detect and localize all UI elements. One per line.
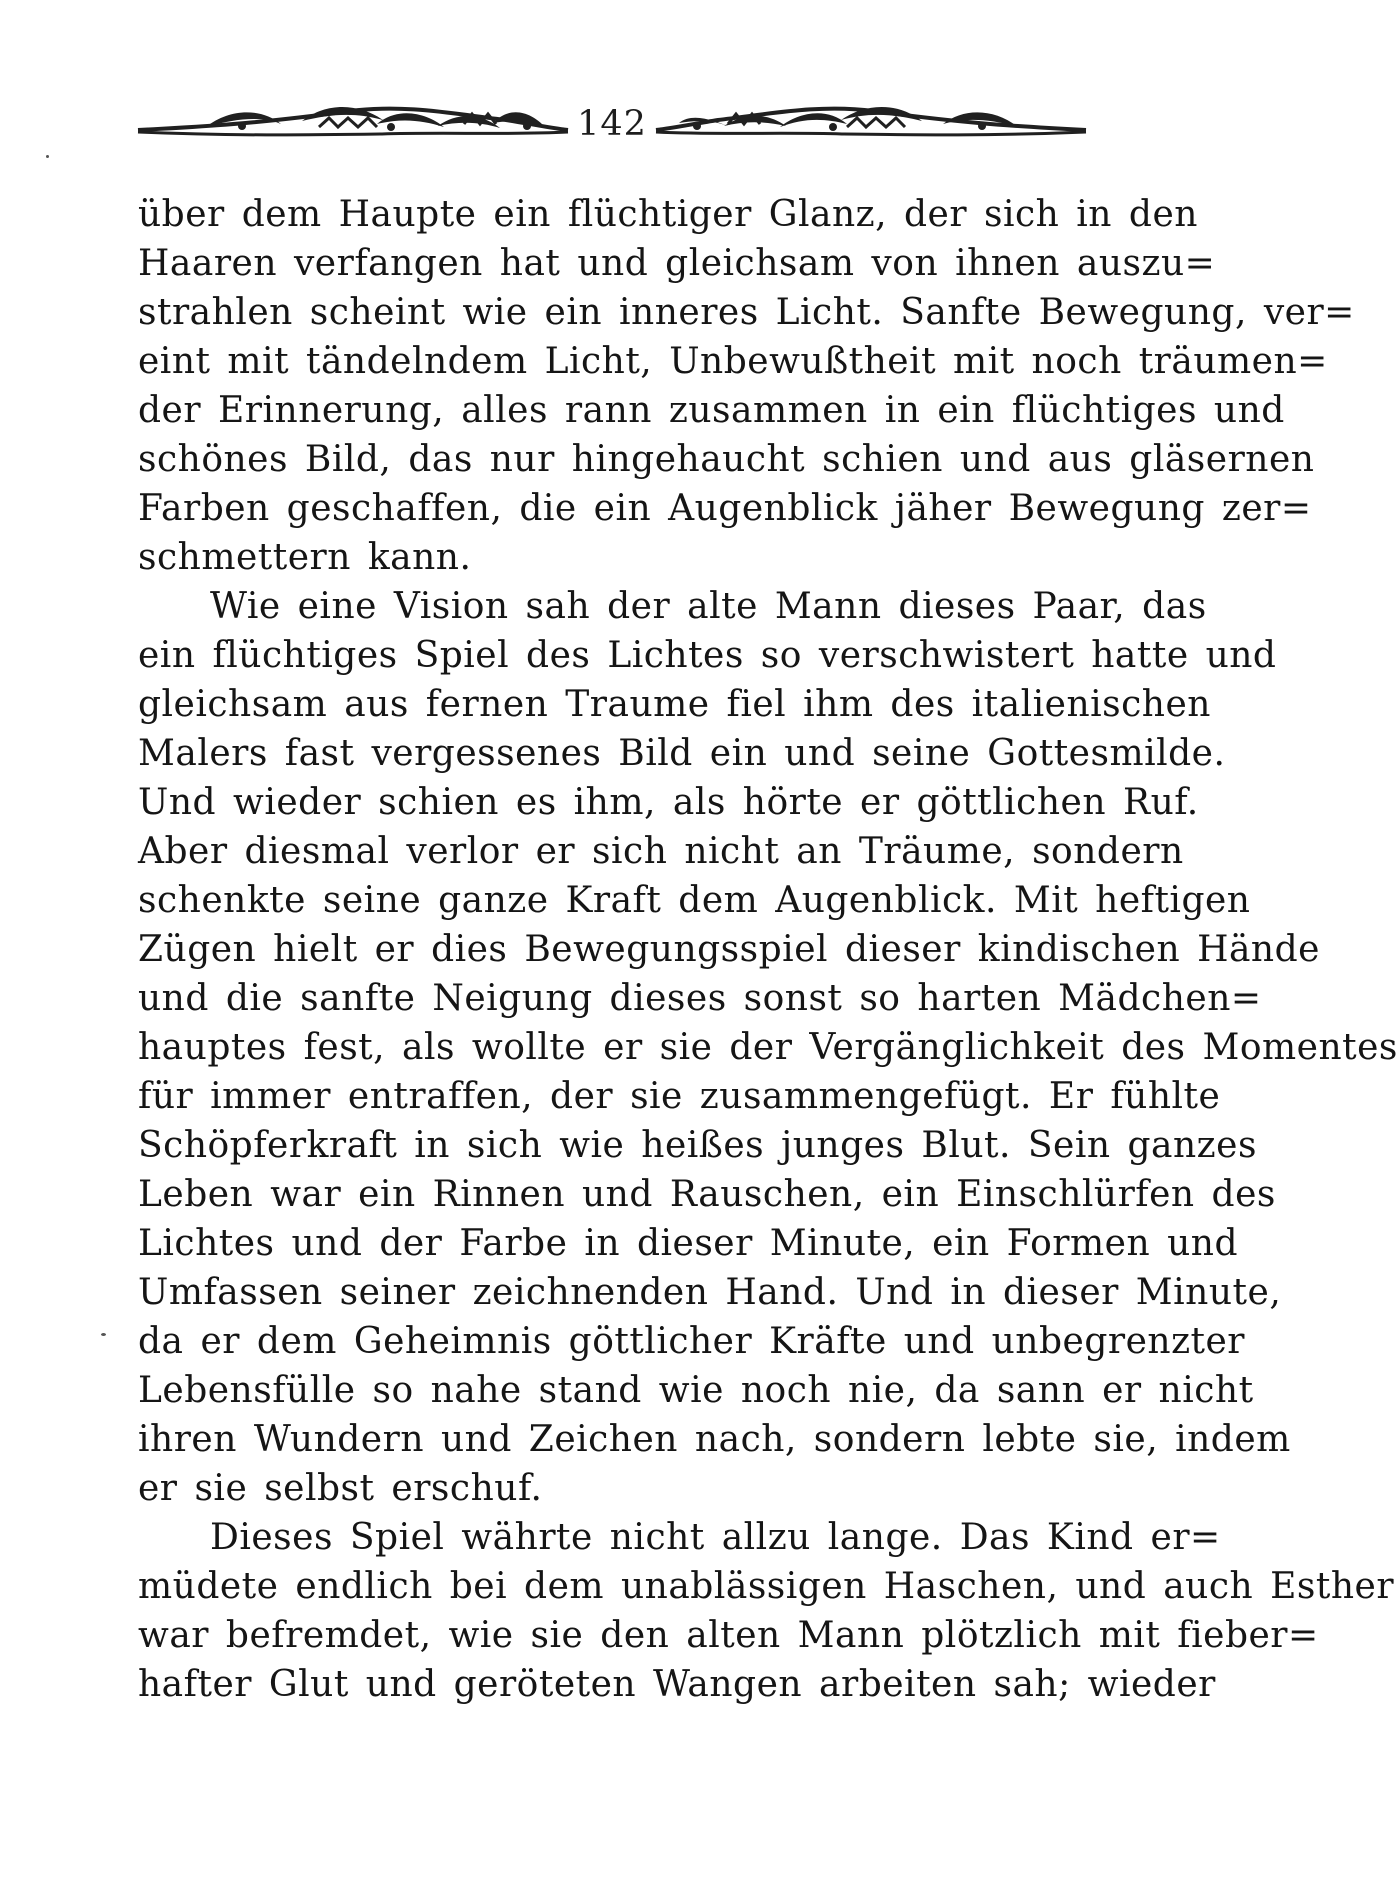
text-line: Haaren verfangen hat und gleichsam von ihnen auszu= [138,243,1216,284]
paragraph-start-line: Dieses Spiel währte nicht allzu lange. Das Kind er= [210,1517,1221,1558]
text-line: Zügen hielt er dies Bewegungsspiel dieser kindischen Hände [138,929,1320,970]
text-line: über dem Haupte ein flüchtiger Glanz, der sich in den [138,194,1198,235]
text-line: Malers fast vergessenes Bild ein und seine Gottesmilde. [138,733,1226,774]
scan-speck [101,1333,106,1336]
scan-speck [46,155,49,158]
paragraph-start-line: Wie eine Vision sah der alte Mann dieses Paar, das [210,586,1207,627]
text-line: schenkte seine ganze Kraft dem Augenblick. Mit heftigen [138,880,1251,921]
text-line: für immer entraffen, der sie zusammengefügt. Er fühlte [138,1076,1221,1117]
text-line: hafter Glut und geröteten Wangen arbeiten sah; wieder [138,1664,1216,1705]
page-number: 142 [577,104,647,144]
text-line: und die sanfte Neigung dieses sonst so harten Mädchen= [138,978,1262,1019]
text-line: Lichtes und der Farbe in dieser Minute, ein Formen und [138,1223,1238,1264]
text-line: schmettern kann. [138,537,472,578]
page-body-text [138,190,1398,1709]
text-line: Aber diesmal verlor er sich nicht an Träume, sondern [138,831,1184,872]
text-line: Und wieder schien es ihm, als hörte er göttlichen Ruf. [138,782,1199,823]
text-line: ihren Wundern und Zeichen nach, sondern lebte sie, indem [138,1419,1291,1460]
text-line: Umfassen seiner zeichnenden Hand. Und in dieser Minute, [138,1272,1282,1313]
text-line: Farben geschaffen, die ein Augenblick jäher Bewegung zer= [138,488,1312,529]
decorative-vine-ornament-icon [138,96,568,156]
text-line: Lebensfülle so nahe stand wie noch nie, da sann er nicht [138,1370,1254,1411]
text-line: strahlen scheint wie ein inneres Licht. Sanfte Bewegung, ver= [138,292,1355,333]
text-line: schönes Bild, das nur hingehaucht schien und aus gläsernen [138,439,1315,480]
text-line: Leben war ein Rinnen und Rauschen, ein Einschlürfen des [138,1174,1276,1215]
decorative-vine-ornament-icon [656,96,1086,156]
text-line: eint mit tändelndem Licht, Unbewußtheit mit noch träumen= [138,341,1328,382]
text-line: der Erinnerung, alles rann zusammen in ein flüchtiges und [138,390,1285,431]
text-line: da er dem Geheimnis göttlicher Kräfte und unbegrenzter [138,1321,1246,1362]
text-line: müdete endlich bei dem unablässigen Haschen, und auch Esther [138,1566,1395,1607]
text-line: gleichsam aus fernen Traume fiel ihm des italienischen [138,684,1211,725]
page-header [138,96,1086,156]
text-line: ein flüchtiges Spiel des Lichtes so verschwistert hatte und [138,635,1277,676]
text-line: er sie selbst erschuf. [138,1468,543,1509]
text-line: Schöpferkraft in sich wie heißes junges Blut. Sein ganzes [138,1125,1257,1166]
text-line: war befremdet, wie sie den alten Mann plötzlich mit fieber= [138,1615,1319,1656]
text-line: hauptes fest, als wollte er sie der Vergänglichkeit des Momentes [138,1027,1398,1068]
